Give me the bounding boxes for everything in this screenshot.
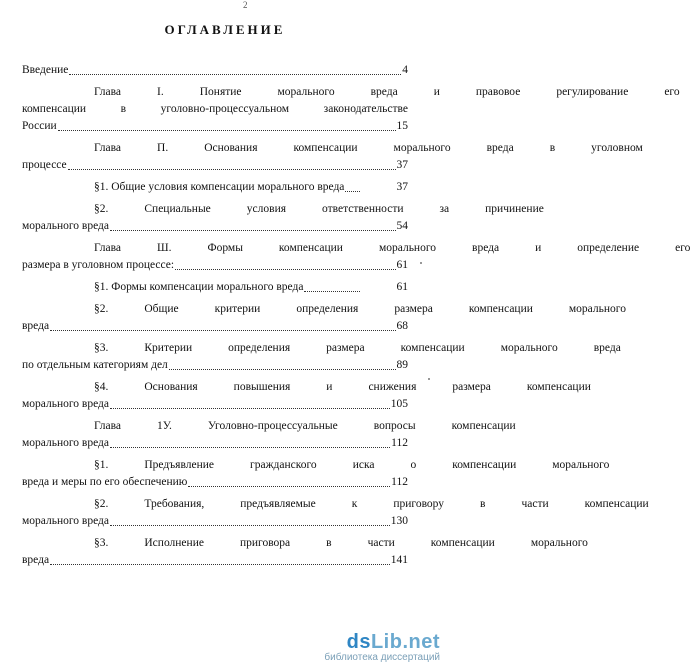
- dot-leader: [345, 190, 359, 192]
- toc-line: [22, 218, 408, 235]
- toc-page-number: 112: [391, 476, 408, 488]
- toc-entry-text: Глава Ш. Формы компенсации морального вреда и определение его: [94, 242, 690, 254]
- dot-leader: [304, 290, 359, 292]
- toc-entry: [22, 457, 610, 491]
- toc-entry-text: по отдельным категориям дел: [22, 359, 168, 371]
- toc-line: [22, 552, 408, 569]
- toc-entry-text: Введение: [22, 64, 69, 76]
- toc-line: [22, 513, 408, 530]
- toc-page-number: 105: [390, 398, 408, 410]
- toc-entry: [22, 535, 588, 569]
- toc-line: [22, 157, 408, 174]
- dot-leader: [110, 407, 390, 409]
- toc-line: [22, 457, 610, 474]
- toc-line: [22, 535, 588, 552]
- toc-entry-text: §3. Критерии определения размера компенсации морального вреда: [94, 342, 621, 354]
- toc-entry: [22, 179, 408, 196]
- toc-line: [22, 257, 408, 274]
- toc-entry-text: Глава П. Основания компенсации морального вреда в уголовном: [94, 142, 643, 154]
- dot-leader: [110, 524, 390, 526]
- toc-line: [22, 435, 408, 452]
- toc-line: [22, 301, 626, 318]
- toc-entry: [22, 62, 408, 79]
- toc-line: [22, 179, 408, 196]
- dot-leader: [175, 268, 395, 270]
- toc-page-number: 37: [396, 181, 408, 193]
- toc-entry-text: вреда: [22, 554, 50, 566]
- toc-line: [22, 279, 408, 296]
- toc-entry-text: вреда: [22, 320, 50, 332]
- toc-line: [22, 201, 544, 218]
- toc-entry: [22, 379, 591, 413]
- dot-leader: [188, 485, 390, 487]
- page-mark: 2: [243, 0, 248, 10]
- toc-line: [22, 474, 408, 491]
- dot-leader: [110, 446, 390, 448]
- toc-entry: [22, 496, 649, 530]
- scan-speck: [428, 378, 430, 380]
- toc-entry: [22, 301, 626, 335]
- toc-line: [22, 118, 408, 135]
- toc-line: [22, 357, 408, 374]
- toc-entry-text: России: [22, 120, 57, 132]
- toc-page-number: 4: [402, 64, 408, 76]
- page-title: ОГЛАВЛЕНИЕ: [164, 22, 286, 37]
- toc-entry-text: §3. Исполнение приговора в части компенсации морального: [94, 537, 588, 549]
- toc-entry: [22, 201, 544, 235]
- toc-line: [22, 418, 516, 435]
- toc-line: [22, 396, 408, 413]
- watermark: [324, 631, 440, 663]
- watermark-subtitle: библиотека диссертаций: [324, 652, 440, 663]
- dot-leader: [169, 368, 396, 370]
- toc-entry-text: морального вреда: [22, 398, 110, 410]
- toc-entry: [22, 279, 408, 296]
- dot-leader: [50, 563, 390, 565]
- dot-leader: [69, 73, 401, 75]
- scan-speck: [420, 262, 422, 264]
- toc-entry: [22, 240, 690, 274]
- table-of-contents: [22, 62, 690, 574]
- toc-line: [22, 340, 621, 357]
- toc-entry-text: размера в уголовном процессе:: [22, 259, 175, 271]
- toc-entry-text: процессе: [22, 159, 67, 171]
- toc-entry: [22, 140, 643, 174]
- toc-entry: [22, 340, 621, 374]
- toc-line: [22, 240, 690, 257]
- toc-entry-text: §4. Основания повышения и снижения размера компенсации: [94, 381, 591, 393]
- toc-entry-text: морального вреда: [22, 220, 110, 232]
- watermark-logo: dsLib.net: [346, 631, 440, 653]
- dot-leader: [68, 168, 396, 170]
- toc-entry-text: §1. Формы компенсации морального вреда: [94, 281, 304, 293]
- toc-line: [22, 62, 408, 79]
- toc-line: [22, 140, 643, 157]
- toc-line: [22, 496, 649, 513]
- dot-leader: [58, 129, 396, 131]
- toc-page-number: 112: [391, 437, 408, 449]
- toc-page-number: 61: [396, 259, 408, 271]
- toc-line: [22, 379, 591, 396]
- toc-page-number: 61: [396, 281, 408, 293]
- toc-entry: [22, 418, 516, 452]
- toc-entry-text: компенсации в уголовно-процессуальном законодательстве: [22, 103, 408, 115]
- toc-entry-text: §1. Предъявление гражданского иска о компенсации морального: [94, 459, 610, 471]
- toc-entry-text: вреда и меры по его обеспечению: [22, 476, 188, 488]
- toc-entry-text: Глава 1У. Уголовно-процессуальные вопросы компенсации: [94, 420, 516, 432]
- toc-entry-text: §2. Общие критерии определения размера компенсации морального: [94, 303, 626, 315]
- toc-page-number: 68: [396, 320, 408, 332]
- toc-page-number: 141: [390, 554, 408, 566]
- toc-entry-text: морального вреда: [22, 437, 110, 449]
- toc-page-number: 37: [396, 159, 408, 171]
- toc-entry-text: §2. Требования, предъявляемые к приговору в части компенсации: [94, 498, 649, 510]
- dot-leader: [50, 329, 395, 331]
- toc-line: [22, 84, 680, 101]
- toc-page-number: 89: [396, 359, 408, 371]
- toc-entry-text: §1. Общие условия компенсации морального вреда: [94, 181, 345, 193]
- toc-entry-text: Глава I. Понятие морального вреда и правовое регулирование его: [94, 86, 680, 98]
- toc-line: [22, 101, 408, 118]
- toc-entry-text: §2. Специальные условия ответственности за причинение: [94, 203, 544, 215]
- toc-page-number: 54: [396, 220, 408, 232]
- toc-line: [22, 318, 408, 335]
- toc-entry: [22, 84, 680, 135]
- toc-page-number: 130: [390, 515, 408, 527]
- dot-leader: [110, 229, 395, 231]
- toc-entry-text: морального вреда: [22, 515, 110, 527]
- toc-page-number: 15: [396, 120, 408, 132]
